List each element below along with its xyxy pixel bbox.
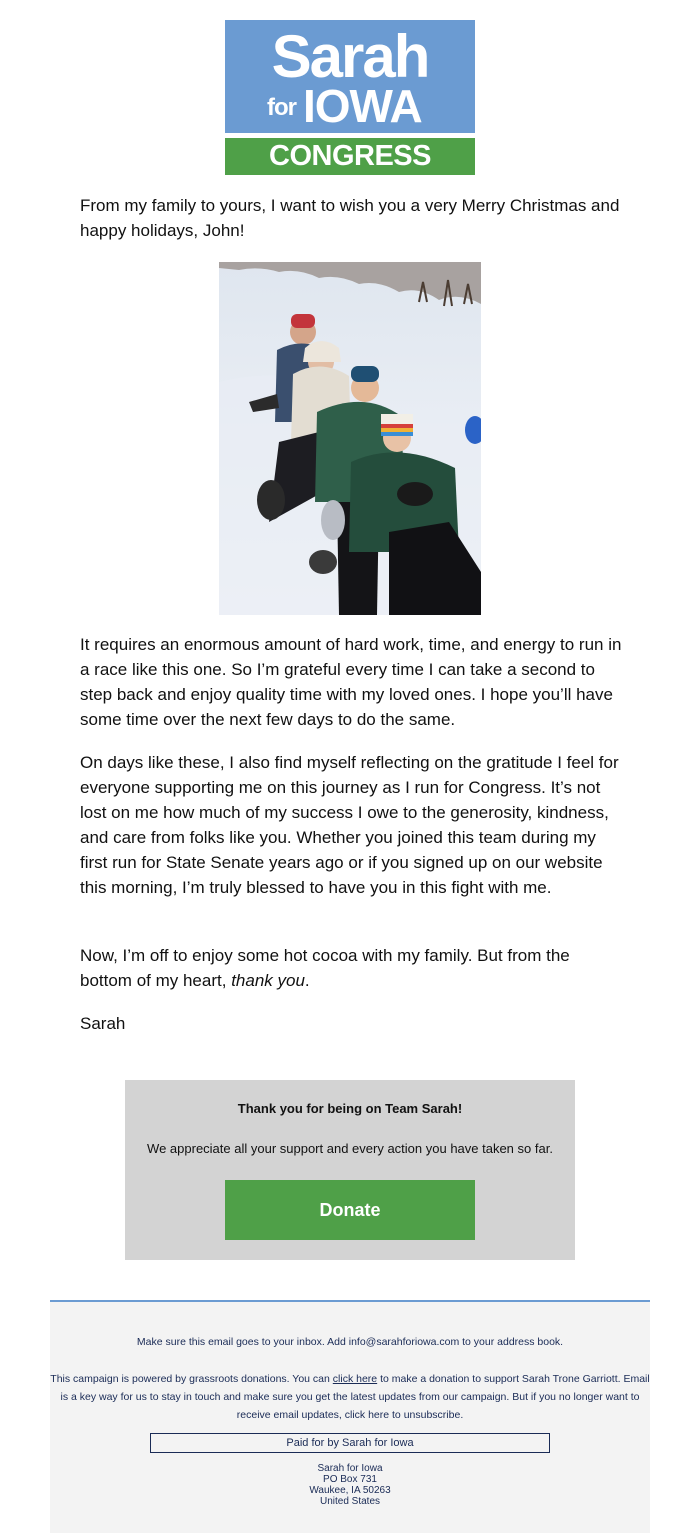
greeting-text: From my family to yours, I want to wish you a very Merry Christmas and happy holidays, John! (80, 196, 620, 240)
address-line: United States (319, 1496, 381, 1507)
donation-link[interactable]: click here (332, 1373, 378, 1385)
signature: Sarah (80, 1014, 126, 1033)
support-callout (125, 1080, 575, 1260)
callout-text: We appreciate all your support and every action you have taken so far. (147, 1141, 553, 1156)
address-line: PO Box 731 (323, 1474, 377, 1485)
campaign-logo (225, 20, 475, 175)
paragraph-3-end: . (304, 971, 310, 990)
donate-button[interactable]: Donate (225, 1180, 475, 1240)
inbox-note: Make sure this email goes to your inbox. Add info@sarahforiowa.com to your address book. (136, 1336, 564, 1348)
email-footer (50, 1300, 650, 1533)
logo-office: CONGRESS (269, 140, 431, 172)
logo-blue-panel (225, 20, 475, 133)
body-paragraph-3 (80, 943, 625, 993)
logo-for: for (267, 94, 296, 121)
donation-note (50, 1370, 650, 1424)
logo-state: IOWA (303, 80, 422, 132)
donation-text-middle: to make a donation to support Sarah Trone Garriott. Email is a key way for us to stay in touch and make sure you get the latest updates from our campaign. But if you no longer want to receive email updates, (60, 1373, 650, 1421)
donation-text-end: . (460, 1409, 464, 1421)
address-line: Waukee, IA 50263 (309, 1485, 391, 1496)
mailing-address (50, 1463, 650, 1507)
donation-text-start: This campaign is powered by grassroots donations. You can (50, 1373, 333, 1385)
body-paragraph-2: On days like these, I also find myself reflecting on the gratitude I feel for everyone supporting me on this journey as I run for Congress. It’s not lost on me how much of my success I owe to the generosity, kindness, and care from folks like you. Whether you joined this team during my first run for State Senate years ago or if you signed up on our website this morning, I’m truly blessed to have you in this fight with me. (80, 753, 619, 897)
paragraph-3-start: Now, I’m off to enjoy some hot cocoa with my family. But from the bottom of my heart, (80, 946, 570, 990)
thank-you-emphasis: thank you (231, 971, 305, 990)
unsubscribe-link[interactable]: click here to unsubscribe (344, 1409, 461, 1421)
callout-title: Thank you for being on Team Sarah! (237, 1101, 463, 1116)
address-line: Sarah for Iowa (317, 1463, 383, 1474)
logo-name: Sarah (271, 23, 429, 90)
logo-green-panel (225, 138, 475, 175)
paid-for-disclaimer: Paid for by Sarah for Iowa (150, 1433, 550, 1453)
body-paragraph-1: It requires an enormous amount of hard work, time, and energy to run in a race like this one. So I’m grateful every time I can take a second to step back and enjoy quality time with my loved ones. I hope you’ll have some time over the next few days to do the same. (80, 635, 622, 729)
family-snow-photo (219, 262, 481, 615)
